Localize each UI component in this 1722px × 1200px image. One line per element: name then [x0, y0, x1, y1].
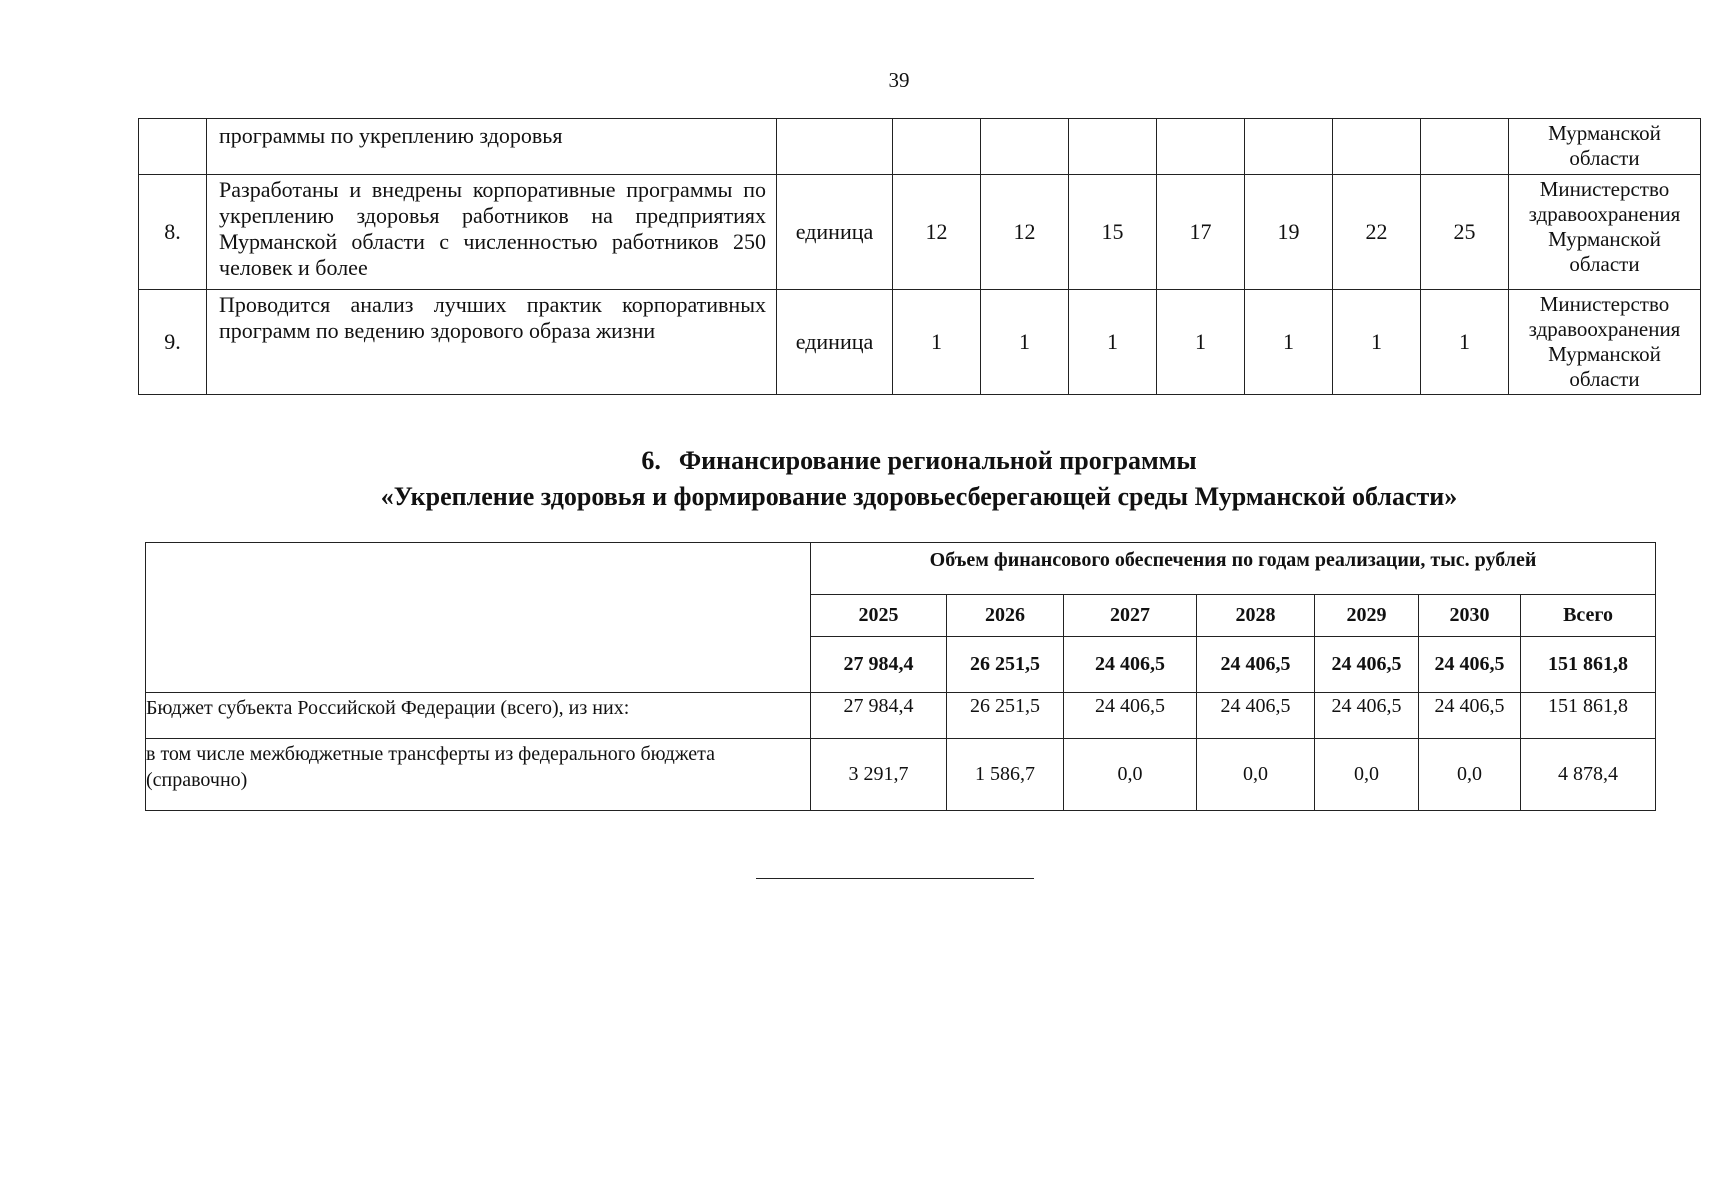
total-value: 24 406,5	[1064, 637, 1197, 693]
indicator-value: 1	[981, 290, 1069, 395]
indicator-value: 1	[1421, 290, 1509, 395]
closing-divider	[756, 878, 1034, 879]
responsible-executor: Мурманской области	[1509, 119, 1701, 175]
year-header: 2025	[811, 595, 947, 637]
finance-value: 151 861,8	[1521, 693, 1656, 739]
finance-row-label: Бюджет субъекта Российской Федерации (всего), из них:	[146, 693, 811, 739]
table-row	[146, 739, 1656, 811]
finance-value: 24 406,5	[1419, 693, 1521, 739]
indicator-value	[893, 119, 981, 175]
year-header: 2029	[1315, 595, 1419, 637]
total-value: 27 984,4	[811, 637, 947, 693]
section-title-line	[138, 443, 1700, 479]
finance-value: 0,0	[1419, 739, 1521, 811]
finance-value: 27 984,4	[811, 693, 947, 739]
section-number: 6.	[641, 446, 661, 475]
total-value: 24 406,5	[1419, 637, 1521, 693]
indicator-value: 1	[1245, 290, 1333, 395]
responsible-executor: Министерство здравоохранения Мурманской области	[1509, 175, 1701, 290]
page-number: 39	[888, 68, 910, 92]
section-subtitle: «Укрепление здоровья и формирование здоровьесберегающей среды Мурманской области»	[380, 482, 1458, 511]
responsible-executor: Министерство здравоохранения Мурманской области	[1509, 290, 1701, 395]
row-number: 8.	[139, 175, 207, 290]
total-value: 24 406,5	[1197, 637, 1315, 693]
finance-value: 1 586,7	[947, 739, 1064, 811]
finance-value: 24 406,5	[1064, 693, 1197, 739]
indicator-description: программы по укреплению здоровья	[207, 119, 777, 175]
indicator-value: 1	[1157, 290, 1245, 395]
indicator-value	[1157, 119, 1245, 175]
finance-header-title: Объем финансового обеспечения по годам реализации, тыс. рублей	[811, 543, 1656, 595]
indicator-unit	[777, 119, 893, 175]
finance-value: 3 291,7	[811, 739, 947, 811]
finance-value: 24 406,5	[1315, 693, 1419, 739]
year-header: 2026	[947, 595, 1064, 637]
indicator-value: 19	[1245, 175, 1333, 290]
indicator-value: 1	[1069, 290, 1157, 395]
total-value: 151 861,8	[1521, 637, 1656, 693]
indicators-table	[138, 118, 1701, 395]
indicator-description: Проводится анализ лучших практик корпоративных программ по ведению здорового образа жизни	[207, 290, 777, 395]
finance-value: 0,0	[1315, 739, 1419, 811]
finance-header-blank	[146, 543, 811, 693]
indicator-value: 12	[893, 175, 981, 290]
indicator-value: 1	[893, 290, 981, 395]
indicator-value: 1	[1333, 290, 1421, 395]
indicator-value: 22	[1333, 175, 1421, 290]
total-value: 26 251,5	[947, 637, 1064, 693]
indicator-value	[1245, 119, 1333, 175]
table-row	[146, 693, 1656, 739]
indicator-value: 12	[981, 175, 1069, 290]
row-number: 9.	[139, 290, 207, 395]
finance-value: 4 878,4	[1521, 739, 1656, 811]
total-header: Всего	[1521, 595, 1656, 637]
section-heading	[138, 443, 1700, 515]
year-header: 2030	[1419, 595, 1521, 637]
section-title: Финансирование региональной программы	[678, 446, 1197, 475]
indicator-value: 17	[1157, 175, 1245, 290]
finance-value: 0,0	[1064, 739, 1197, 811]
indicator-unit: единица	[777, 175, 893, 290]
finance-value: 26 251,5	[947, 693, 1064, 739]
year-header: 2027	[1064, 595, 1197, 637]
indicator-value	[1421, 119, 1509, 175]
indicator-value	[981, 119, 1069, 175]
finance-header-row	[146, 543, 1656, 595]
finance-value: 0,0	[1197, 739, 1315, 811]
table-row	[139, 175, 1701, 290]
total-value: 24 406,5	[1315, 637, 1419, 693]
table-row	[139, 290, 1701, 395]
indicator-unit: единица	[777, 290, 893, 395]
finance-value: 24 406,5	[1197, 693, 1315, 739]
indicator-description: Разработаны и внедрены корпоративные программы по укреплению здоровья работников на предприятиях Мурманской области с численностью работников 250 человек и более	[207, 175, 777, 290]
table-row	[139, 119, 1701, 175]
year-header: 2028	[1197, 595, 1315, 637]
indicator-value	[1069, 119, 1157, 175]
indicator-value: 25	[1421, 175, 1509, 290]
row-number	[139, 119, 207, 175]
finance-table	[145, 542, 1656, 811]
indicator-value	[1333, 119, 1421, 175]
finance-row-label: в том числе межбюджетные трансферты из федерального бюджета (справочно)	[146, 739, 811, 811]
indicator-value: 15	[1069, 175, 1157, 290]
